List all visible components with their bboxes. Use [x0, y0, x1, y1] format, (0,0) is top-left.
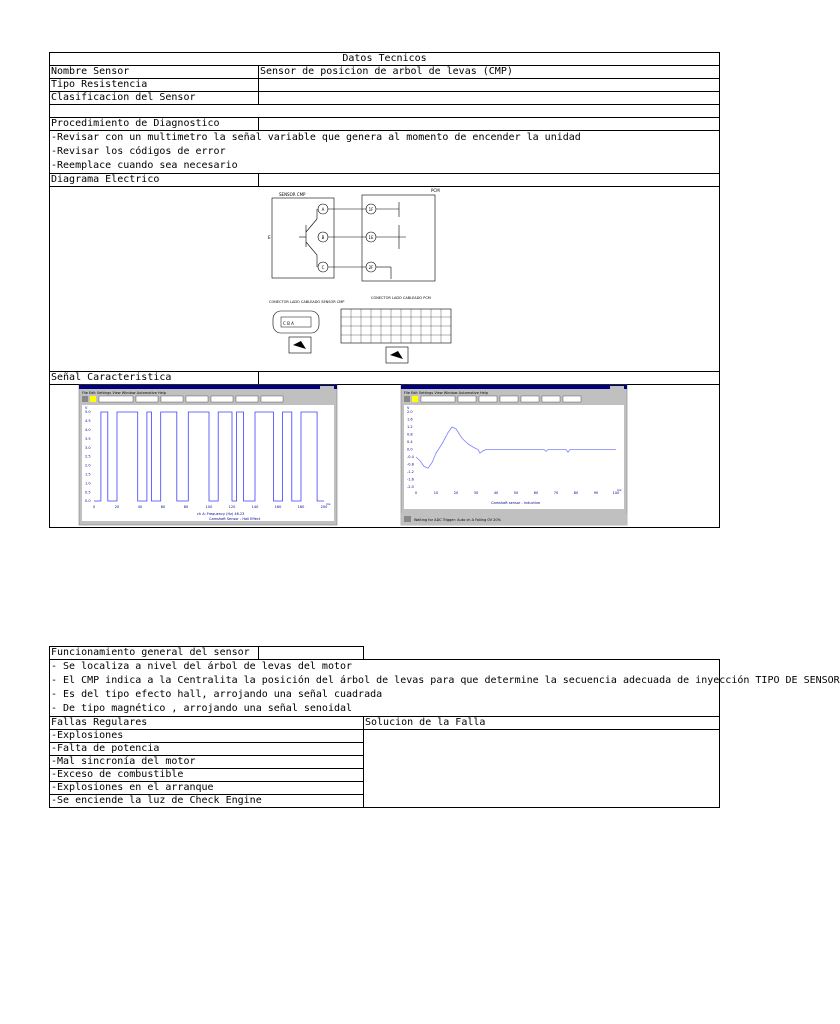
window-controls[interactable] — [610, 386, 624, 390]
falla-item: -Explosiones — [50, 730, 364, 743]
y-tick-label: 1.0 — [85, 481, 91, 486]
tipo-resistencia-label: Tipo Resistencia — [50, 79, 259, 92]
funcionamiento-value — [259, 647, 364, 660]
x-tick-label: 40 — [137, 505, 143, 509]
diagrama-label: Diagrama Electrico — [50, 174, 259, 187]
procedimiento-label: Procedimiento de Diagnostico — [50, 118, 259, 131]
y-tick-label: 4.5 — [85, 419, 91, 424]
x-tick-label: 120 — [228, 505, 236, 509]
funcionamiento-table — [49, 646, 840, 808]
svg-text:A: A — [321, 207, 325, 212]
conn-sensor-pin-letters: C B A — [283, 321, 294, 326]
window-controls[interactable] — [320, 386, 334, 390]
scope-toolbar[interactable] — [404, 396, 581, 402]
scope-menu[interactable]: File Edit Settings View Window Automotive Help — [404, 391, 489, 395]
x-unit: ms — [617, 488, 622, 492]
funcionamiento-blank — [364, 647, 720, 660]
funcionamiento-line: - Se localiza a nivel del árbol de levas del motor — [51, 661, 353, 672]
scope-caption-title: Camshaft Sensor - Hall Effect — [209, 517, 261, 521]
x-tick-label: 30 — [473, 491, 479, 495]
conn-sensor-shape — [273, 311, 319, 333]
x-tick-label: 70 — [553, 491, 559, 495]
x-tick-label: 50 — [513, 491, 519, 495]
y-tick-label: 1.5 — [85, 472, 91, 477]
scope-window-inductive — [401, 385, 627, 525]
status-button[interactable] — [404, 516, 411, 522]
fallas-header: Fallas Regulares — [50, 717, 364, 730]
nombre-sensor-value: Sensor de posicion de arbol de levas (CMP) — [259, 66, 720, 79]
probe-icon — [390, 351, 403, 359]
y-tick-label: 0.4 — [407, 440, 413, 445]
y-unit: V — [85, 406, 88, 410]
svg-text:1F: 1F — [368, 207, 374, 212]
x-tick-label: 100 — [205, 505, 213, 509]
scope-window-hall — [79, 385, 337, 525]
sensor-pin-letter: E — [268, 235, 271, 240]
y-tick-label: 3.0 — [85, 445, 91, 450]
conn-sensor-label: CONECTOR LADO CABLEADO SENSOR CMP — [269, 300, 345, 304]
y-tick-label: 2.5 — [85, 454, 91, 459]
wires — [299, 202, 406, 279]
x-tick-label: 180 — [297, 505, 305, 509]
nombre-sensor-label: Nombre Sensor — [50, 66, 259, 79]
falla-item: -Falta de potencia — [50, 743, 364, 756]
falla-item: -Mal sincronía del motor — [50, 756, 364, 769]
y-tick-label: 4.0 — [85, 428, 91, 432]
x-tick-label: 20 — [114, 505, 120, 509]
x-tick-label: 100 — [612, 491, 620, 495]
conn-pcm-label: CONECTOR LADO CABLEADO PCM — [371, 296, 431, 300]
senal-label: Señal Caracteristica — [50, 372, 259, 385]
x-tick-label: 60 — [160, 505, 166, 509]
scope-cell — [50, 385, 720, 528]
scope-menu[interactable]: File Edit Settings View Window Automotive Help — [82, 391, 166, 395]
solucion-header: Solucion de la Falla — [364, 717, 720, 730]
funcionamiento-line: - El CMP indica a la Centralita la posición del árbol de levas para que determine la secuencia adecuada de inyección TIPO DE SENSOR — [51, 675, 840, 686]
svg-text:B: B — [321, 235, 325, 240]
y-tick-label: 0.0 — [85, 499, 91, 504]
y-tick-label: 1.6 — [407, 417, 413, 422]
falla-item: -Exceso de combustible — [50, 769, 364, 782]
x-tick-label: 0 — [414, 491, 418, 495]
funcionamiento-line: - De tipo magnético , arrojando una señal senoidal — [51, 703, 353, 714]
funcionamiento-line: - Es del tipo efecto hall, arrojando una señal cuadrada — [51, 689, 383, 700]
svg-text:1E: 1E — [368, 235, 374, 240]
scope-status-text: Waiting for ADC Trigger: Auto ch A Falling 0V 20% — [414, 518, 501, 522]
solucion-cell — [364, 730, 720, 808]
scope-caption-title: Camshaft sensor - Inductive — [491, 501, 541, 505]
clasificacion-value — [259, 92, 720, 105]
procedimiento-item: -Revisar con un multimetro la señal variable que genera al momento de encender la unidad — [51, 132, 581, 143]
svg-text:C: C — [321, 265, 325, 270]
pin-circles — [318, 204, 376, 272]
x-tick-label: 90 — [593, 491, 599, 495]
datos-title: Datos Tecnicos — [50, 53, 720, 66]
scope-toolbar[interactable] — [82, 396, 283, 402]
conn-pcm-grid — [341, 309, 451, 343]
y-tick-label: -1.2 — [407, 470, 414, 475]
x-unit: ms — [326, 502, 331, 506]
falla-item: -Se enciende la luz de Check Engine — [50, 795, 364, 808]
datos-tecnicos-table — [49, 52, 720, 528]
senal-value — [259, 372, 720, 385]
x-tick-label: 0 — [92, 505, 96, 509]
x-tick-label: 140 — [251, 505, 259, 509]
x-tick-label: 10 — [433, 491, 439, 495]
y-tick-label: 3.5 — [85, 436, 91, 441]
diagram-cell — [50, 187, 720, 372]
y-unit: V — [407, 406, 410, 410]
diagrama-value — [259, 174, 720, 187]
falla-item: -Explosiones en el arranque — [50, 782, 364, 795]
y-tick-label: 0.5 — [85, 490, 91, 495]
x-tick-label: 80 — [183, 505, 189, 509]
probe-icon — [293, 341, 306, 349]
y-tick-label: 1.2 — [407, 425, 413, 430]
y-tick-label: -1.6 — [407, 477, 414, 482]
y-tick-label: 0.0 — [407, 447, 413, 452]
procedimiento-value — [259, 118, 720, 131]
pcm-label: PCM — [431, 188, 440, 193]
clasificacion-label: Clasificacion del Sensor — [50, 92, 259, 105]
y-tick-label: -0.4 — [407, 455, 414, 460]
x-tick-label: 60 — [533, 491, 539, 495]
y-tick-label: -2.0 — [407, 485, 414, 490]
x-tick-label: 200 — [320, 505, 328, 509]
y-tick-label: 0.8 — [407, 432, 413, 437]
procedimiento-item: -Revisar los códigos de error — [51, 146, 226, 157]
y-tick-label: 2.0 — [407, 410, 413, 415]
x-tick-label: 20 — [453, 491, 459, 495]
wiring-diagram — [51, 187, 717, 367]
procedimiento-items — [50, 131, 720, 174]
procedimiento-item: -Reemplace cuando sea necesario — [51, 160, 238, 171]
x-tick-label: 160 — [274, 505, 282, 509]
y-tick-label: 2.0 — [85, 463, 91, 468]
y-tick-label: 5.0 — [85, 410, 91, 415]
spacer-row — [50, 105, 720, 118]
scope-plot-area — [82, 405, 334, 521]
funcionamiento-lines — [50, 660, 840, 717]
x-tick-label: 40 — [493, 491, 499, 495]
svg-text:2F: 2F — [368, 265, 374, 270]
tipo-resistencia-value — [259, 79, 720, 92]
y-tick-label: -0.8 — [407, 462, 414, 467]
scope-caption-freq: ch A: Frequency (Hz) 46.23 — [197, 512, 245, 516]
sensor-cmp-label: SENSOR CMP — [279, 192, 306, 197]
x-tick-label: 80 — [573, 491, 579, 495]
funcionamiento-label: Funcionamiento general del sensor — [50, 647, 259, 660]
